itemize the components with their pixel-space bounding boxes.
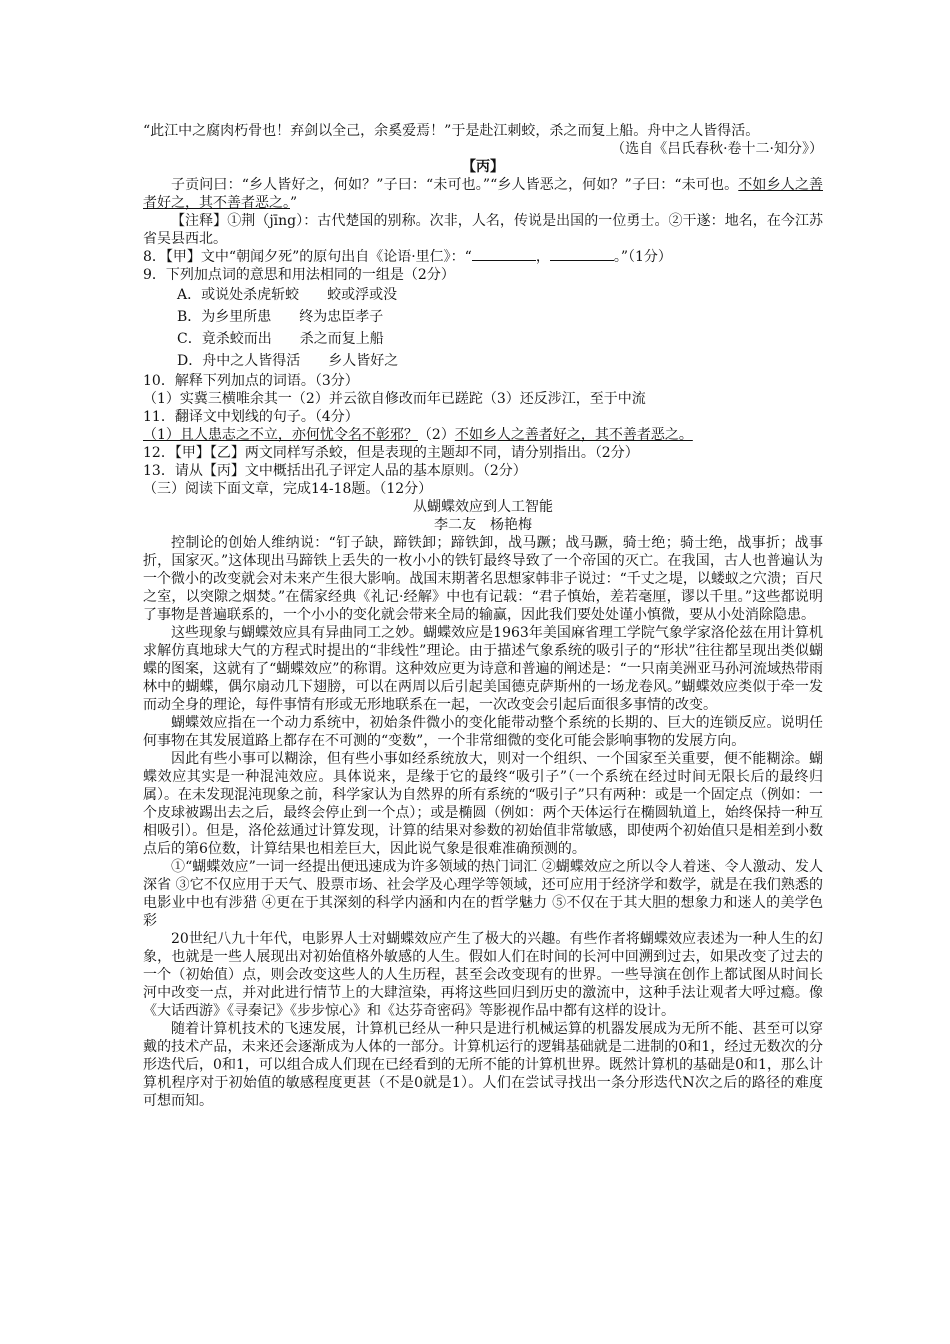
q9-option-d: D．舟中之人皆得活 乡人皆好之 bbox=[177, 353, 399, 369]
q9-option-c: C．竟杀蛟而出 杀之而复上船 bbox=[177, 331, 384, 347]
bing-text-part1: 子贡问曰：“乡人皆好之，何如？”子曰：“未可也。”“乡人皆恶之，何如？”子曰：“未可也。 bbox=[171, 177, 739, 193]
q11-item-2: 不如乡人之善者好之，其不善者恶之。 bbox=[454, 427, 693, 443]
article-paragraph-4: 因此有些小事可以糊涂，但有些小事如经系统放大，则对一个组织、一个国家至关重要，便不能糊涂。蝴蝶效应其实是一种混沌效应。具体说来，是缘于它的最终“吸引子”（一个系统在经过时间无限长后的最终归属）。在未发现混沌现象之前，科学家认为自然界的所有系统的“吸引子”只有两种：或是一个固定点（例如：一个皮球被踢出去之后，最终会停止到一个点）；或是椭圆（例如：两个天体运行在椭圆轨道上，始终保持一种互相吸引）。但是，洛伦兹通过计算发现，计算的结果对参数的初始值非常敏感，即使两个初始值只是相差到小数点后的第6位数，计算结果也相差巨大，因此说气象是很难准确预测的。 bbox=[143, 751, 823, 857]
q8-suffix: 。”（1分） bbox=[613, 249, 672, 265]
q10-items: （1）实冀三横唯余其一（2）并云欲自修改而年已蹉跎（3）还反涉江，至于中流 bbox=[143, 391, 646, 407]
jia-end-line: “此江中之腐肉朽骨也！弃剑以全己，余奚爱焉！”于是赴江刺蛟，杀之而复上船。舟中之人皆得活。 bbox=[143, 123, 760, 139]
bing-underlined-sentence: 不如乡人之善者好之，其不善者恶之。 bbox=[143, 177, 823, 211]
q8-prefix: 8．【甲】文中“朝闻夕死”的原句出自《论语·里仁》：“ bbox=[143, 249, 472, 265]
q8-blank-1 bbox=[472, 248, 536, 261]
article-authors: 李二友 杨艳梅 bbox=[434, 517, 532, 533]
q8-separator: ， bbox=[535, 249, 550, 265]
article-paragraph-5: ①“蝴蝶效应”一词一经提出便迅速成为许多领域的热门词汇 ②蝴蝶效应之所以令人着迷、令人激动、发人深省 ③它不仅应用于天气、股票市场、社会学及心理学等领域，还可应用于经济学和数学，就是在我们熟悉的电影业中也有涉猎 ④更在于其深刻的科学内涵和内在的哲学魅力 ⑤不仅在于其大胆的想象力和迷人的美学色彩 bbox=[143, 859, 823, 929]
article-paragraph-1: 控制论的创始人维纳说：“钉子缺，蹄铁卸；蹄铁卸，战马蹶；战马蹶，骑士绝；骑士绝，战事折；战事折，国家灭。”这体现出马蹄铁上丢失的一枚小小的铁钉最终导致了一个帝国的灭亡。在我国，古人也普遍认为一个微小的改变就会对未来产生很大影响。战国末期著名思想家韩非子说过：“千丈之堤，以蝼蚁之穴溃；百尺之室，以突隙之烟焚。”在儒家经典《礼记·经解》中也有记载：“君子慎始，差若毫厘，谬以千里。”这些都说明了事物是普遍联系的，一个小小的变化就会带来全局的输赢，因此我们要处处谨小慎微，要从小处消除隐患。 bbox=[143, 535, 823, 623]
article-paragraph-3: 蝴蝶效应指在一个动力系统中，初始条件微小的变化能带动整个系统的长期的、巨大的连锁反应。说明任何事物在其发展道路上都存在不可测的“变数”，一个非常细微的变化可能会影响事物的发展方向。 bbox=[143, 715, 823, 749]
question-13: 13．请从【丙】文中概括出孔子评定人品的基本原则。（2分） bbox=[143, 463, 527, 479]
q11-item-2-label: （2） bbox=[417, 427, 455, 443]
article-title: 从蝴蝶效应到人工智能 bbox=[413, 499, 553, 515]
q9-option-b: B．为乡里所患 终为忠臣孝子 bbox=[177, 309, 384, 325]
source-citation: （选自《吕氏春秋·卷十二·知分》） bbox=[611, 141, 823, 157]
question-10: 10．解释下列加点的词语。（3分） bbox=[143, 373, 359, 389]
question-12: 12．【甲】【乙】两文同样写杀蛟，但是表现的主题却不同，请分别指出。（2分） bbox=[143, 445, 639, 461]
bing-text-part2: ” bbox=[290, 195, 298, 211]
annotation-note: 【注释】①荆（jīng）：古代楚国的别称。次非，人名，传说是出国的一位勇士。②干遂：地名，在今江苏省吴县西北。 bbox=[143, 213, 823, 247]
q11-items bbox=[143, 426, 823, 444]
q11-item-1: （1）且人患志之不立，亦何忧令名不彰邪？ bbox=[143, 427, 418, 443]
article-paragraph-7: 随着计算机技术的飞速发展，计算机已经从一种只是进行机械运算的机器发展成为无所不能、甚至可以穿戴的技术产品，未来还会逐渐成为人体的一部分。计算机运行的逻辑基础就是二进制的0和1，经过无数次的分形迭代后，0和1，可以组合成人们现在已经看到的无所不能的计算机世界。既然计算机的基础是0和1，那么计算机程序对于初始值的敏感程度更甚（不是0就是1）。人们在尝试寻找出一条分形迭代N次之后的路径的难度可想而知。 bbox=[143, 1021, 823, 1109]
q9-option-a: A．或说处杀虎斩蛟 蛟或浮或没 bbox=[177, 287, 398, 303]
section-3-heading: （三）阅读下面文章，完成14-18题。（12分） bbox=[143, 481, 433, 497]
bing-heading: 【丙】 bbox=[462, 159, 504, 175]
article-paragraph-2: 这些现象与蝴蝶效应具有异曲同工之妙。蝴蝶效应是1963年美国麻省理工学院气象学家洛伦兹在用计算机求解仿真地球大气的方程式时提出的“非线性”理论。由于描述气象系统的吸引子的“形状”往往都呈现出类似蝴蝶的图案，这就有了“蝴蝶效应”的称谓。这种效应更为诗意和普遍的阐述是：“一只南美洲亚马孙河流域热带雨林中的蝴蝶，偶尔扇动几下翅膀，可以在两周以后引起美国德克萨斯州的一场龙卷风。”蝴蝶效应类似于牵一发而动全身的理论，每件事情有形或无形地联系在一起，一次改变会引起后面很多事情的改变。 bbox=[143, 625, 823, 713]
bing-text bbox=[143, 176, 823, 212]
article-paragraph-6: 20世纪八九十年代，电影界人士对蝴蝶效应产生了极大的兴趣。有些作者将蝴蝶效应表述为一种人生的幻象，也就是一些人展现出对初始值格外敏感的人生。假如人们在时间的长河中回溯到过去，如果改变了过去的一个（初始值）点，则会改变这些人的人生历程，甚至会改变现有的世界。一些导演在创作上都试图从时间长河中改变一点，并对此进行情节上的大肆渲染，再将这些回归到历史的激流中，这种手法让观者大呼过瘾。像《大话西游》《寻秦记》《步步惊心》和《达芬奇密码》等影视作品中都有这样的设计。 bbox=[143, 931, 823, 1019]
question-11: 11．翻译文中划线的句子。（4分） bbox=[143, 409, 359, 425]
q8-blank-2 bbox=[550, 248, 614, 261]
document-page bbox=[143, 122, 823, 1110]
question-9: 9．下列加点词的意思和用法相同的一组是（2分） bbox=[143, 267, 455, 283]
question-8 bbox=[143, 248, 823, 266]
